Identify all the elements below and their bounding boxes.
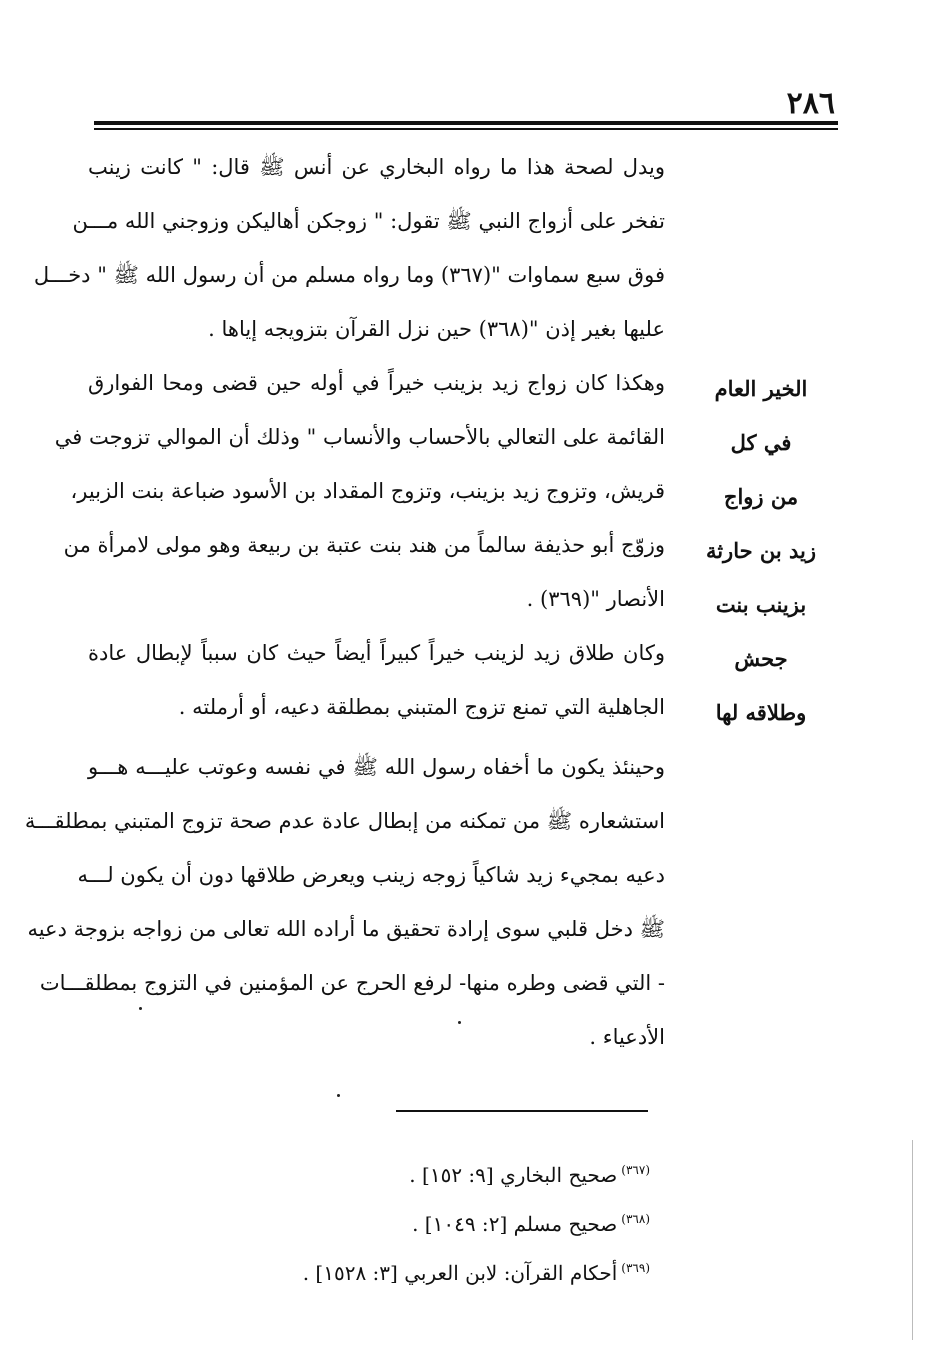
footnote-number: (٣٦٨) xyxy=(621,1212,650,1226)
text-line: قريش، وتزوج زيد بزينب، وتزوج المقداد بن الأسود ضباعة بنت الزبير، xyxy=(70,479,665,503)
text-line: تفخر على أزواج النبي ﷺ تقول: " زوجكن أهاليكن وزوجني الله مـــن xyxy=(72,209,665,233)
text-line: عليها بغير إذن "(٣٦٨) حين نزل القرآن بتزويجه إياها . xyxy=(208,317,665,341)
paragraph-4 xyxy=(24,740,665,1064)
scan-speck xyxy=(139,1007,142,1010)
side-note-line: زيد بن حارثة xyxy=(705,538,817,563)
text-line: دعيه بمجيء زيد شاكياً زوجه زينب ويعرض طلاقها دون أن يكون لـــه xyxy=(77,863,665,887)
text-line: استشعاره ﷺ من تمكنه من إبطال عادة عدم صحة تزوج المتبني بمطلقـــة xyxy=(24,809,665,833)
side-note xyxy=(700,362,822,740)
side-note-line: جحش xyxy=(734,646,788,671)
text-line: القائمة على التعالي بالأحساب والأنساب " وذلك أن الموالي تزوجت في xyxy=(54,425,665,449)
text-line: وزوّج أبو حذيفة سالماً من هند بنت عتبة بن ربيعة وهو مولى لامرأة من xyxy=(63,533,665,557)
text-line: ويدل لصحة هذا ما رواه البخاري عن أنس ﷺ قال: " كانت زينب xyxy=(88,155,665,179)
text-line: الأدعياء . xyxy=(589,1025,665,1049)
page-number: ٢٨٦ xyxy=(786,86,835,121)
paragraph-2 xyxy=(54,356,665,626)
side-note-line: وطلاقه لها xyxy=(715,700,807,725)
footnotes xyxy=(290,1148,650,1295)
text-line: وكان طلاق زيد لزينب خيراً كبيراً أيضاً حيث كان سبباً لإبطال عادة xyxy=(88,641,665,665)
footnote xyxy=(290,1148,650,1197)
text-line: وحينئذ يكون ما أخفاه رسول الله ﷺ في نفسه وعوتب عليـــه هـــو xyxy=(88,755,665,779)
text-line: ﷺ دخل قلبي سوى إرادة تحقيق ما أراده الله تعالى من زواجه بزوجة دعيه xyxy=(27,917,665,941)
footnote xyxy=(290,1197,650,1246)
footnote-number: (٣٦٧) xyxy=(621,1163,650,1177)
header-rule-thick xyxy=(94,121,838,125)
text-line: وهكذا كان زواج زيد بزينب خيراً في أوله حين قضى ومحا الفوارق xyxy=(88,371,665,395)
paragraph-1 xyxy=(33,140,665,356)
footnote-text: صحيح البخاري [٩: ١٥٢] . xyxy=(409,1163,618,1187)
header-rule-thin xyxy=(94,128,838,130)
scan-speck xyxy=(458,1021,461,1024)
scan-speck xyxy=(337,1094,340,1097)
text-line: الأنصار "(٣٦٩) . xyxy=(526,587,665,611)
footnote-text: صحيح مسلم [٢: ١٠٤٩] . xyxy=(412,1212,618,1236)
text-line: - التي قضى وطره منها- لرفع الحرج عن المؤمنين في التزوج بمطلقـــات xyxy=(39,971,665,995)
side-note-line: في كل xyxy=(730,430,792,455)
footnote-text: أحكام القرآن: لابن العربي [٣: ١٥٢٨] . xyxy=(302,1261,618,1285)
side-note-line: بزينب بنت xyxy=(715,592,807,617)
side-note-line: من زواج xyxy=(723,484,799,509)
footnote-separator xyxy=(396,1110,648,1112)
text-line: فوق سبع سماوات "(٣٦٧) وما رواه مسلم من أن رسول الله ﷺ " دخـــل xyxy=(33,263,665,287)
footnote xyxy=(290,1246,650,1295)
text-line: الجاهلية التي تمنع تزوج المتبني بمطلقة دعيه، أو أرملته . xyxy=(178,695,665,719)
footnote-number: (٣٦٩) xyxy=(621,1261,650,1275)
paragraph-3 xyxy=(88,626,665,734)
scan-margin-line xyxy=(912,1140,913,1340)
side-note-line: الخير العام xyxy=(714,376,808,401)
